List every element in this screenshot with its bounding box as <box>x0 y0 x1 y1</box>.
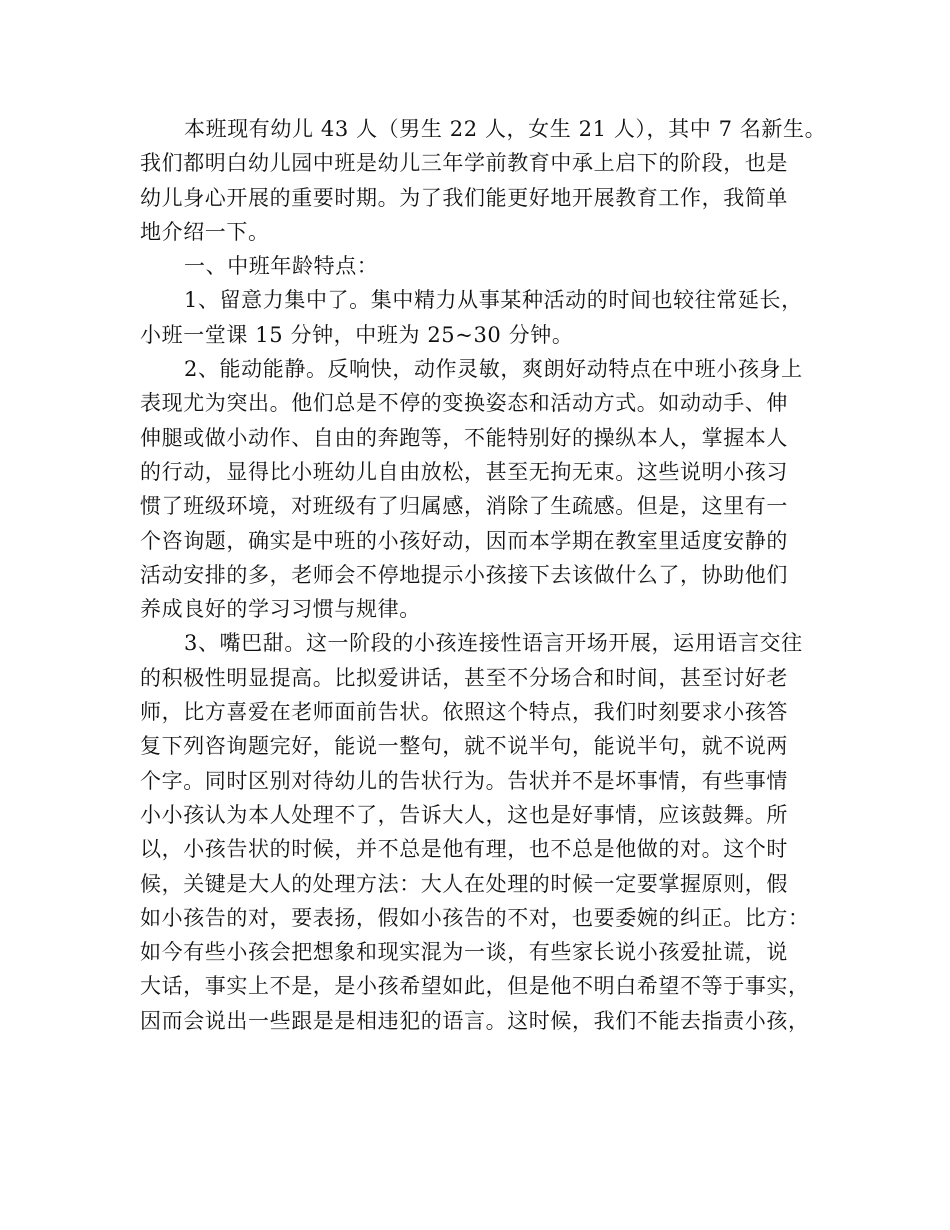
text-line: 大话，事实上不是，是小孩希望如此，但是他不明白希望不等于事实， <box>140 974 810 999</box>
text-line: 以，小孩告状的时候，并不总是他有理，也不总是他做的对。这个时 <box>140 837 788 862</box>
text-line: 我们都明白幼儿园中班是幼儿三年学前教育中承上启下的阶段，也是 <box>140 151 788 176</box>
document-body <box>140 112 830 1038</box>
text-line: 伸腿或做小动作、自由的奔跑等，不能特别好的操纵本人，掌握本人 <box>140 425 788 450</box>
text-line: 复下列咨询题完好，能说一整句，就不说半句，能说半句，就不说两 <box>140 734 788 759</box>
text-line: 师，比方喜爱在老师面前告状。依照这个特点，我们时刻要求小孩答 <box>140 700 788 725</box>
text-line: 地介绍一下。 <box>140 219 270 244</box>
text-line: 如今有些小孩会把想象和现实混为一谈，有些家长说小孩爱扯谎，说 <box>140 940 788 965</box>
text-line: 候，关键是大人的处理方法：大人在处理的时候一定要掌握原则，假 <box>140 871 788 896</box>
text-line: 个字。同时区别对待幼儿的告状行为。告状并不是坏事情，有些事情 <box>140 768 788 793</box>
text-line: 小班一堂课 15 分钟，中班为 25~30 分钟。 <box>140 322 574 347</box>
text-line: 幼儿身心开展的重要时期。为了我们能更好地开展教育工作，我简单 <box>140 185 788 210</box>
text-line: 一、中班年龄特点： <box>184 254 379 279</box>
text-line: 因而会说出一些跟是是相违犯的语言。这时候，我们不能去指责小孩， <box>140 1008 810 1033</box>
text-line: 表现尤为突出。他们总是不停的变换姿态和活动方式。如动动手、伸 <box>140 391 788 416</box>
text-line: 惯了班级环境，对班级有了归属感，消除了生疏感。但是，这里有一 <box>140 494 788 519</box>
text-line: 个咨询题，确实是中班的小孩好动，因而本学期在教室里适度安静的 <box>140 528 788 553</box>
text-line: 的行动，显得比小班幼儿自由放松，甚至无拘无束。这些说明小孩习 <box>140 459 788 484</box>
text-line: 1、留意力集中了。集中精力从事某种活动的时间也较往常延长， <box>184 288 803 313</box>
text-line: 活动安排的多，老师会不停地提示小孩接下去该做什么了，协助他们 <box>140 562 788 587</box>
text-line: 如小孩告的对，要表扬，假如小孩告的不对，也要委婉的纠正。比方： <box>140 905 810 930</box>
text-line: 3、嘴巴甜。这一阶段的小孩连接性语言开场开展，运用语言交往 <box>184 631 803 656</box>
text-line: 本班现有幼儿 43 人（男生 22 人，女生 21 人），其中 7 名新生。 <box>184 117 827 141</box>
text-line: 小小孩认为本人处理不了，告诉大人，这也是好事情，应该鼓舞。所 <box>140 802 788 827</box>
text-line: 2、能动能静。反响快，动作灵敏，爽朗好动特点在中班小孩身上 <box>184 357 803 382</box>
text-line: 的积极性明显提高。比拟爱讲话，甚至不分场合和时间，甚至讨好老 <box>140 665 788 690</box>
text-line: 养成良好的学习习惯与规律。 <box>140 597 421 622</box>
